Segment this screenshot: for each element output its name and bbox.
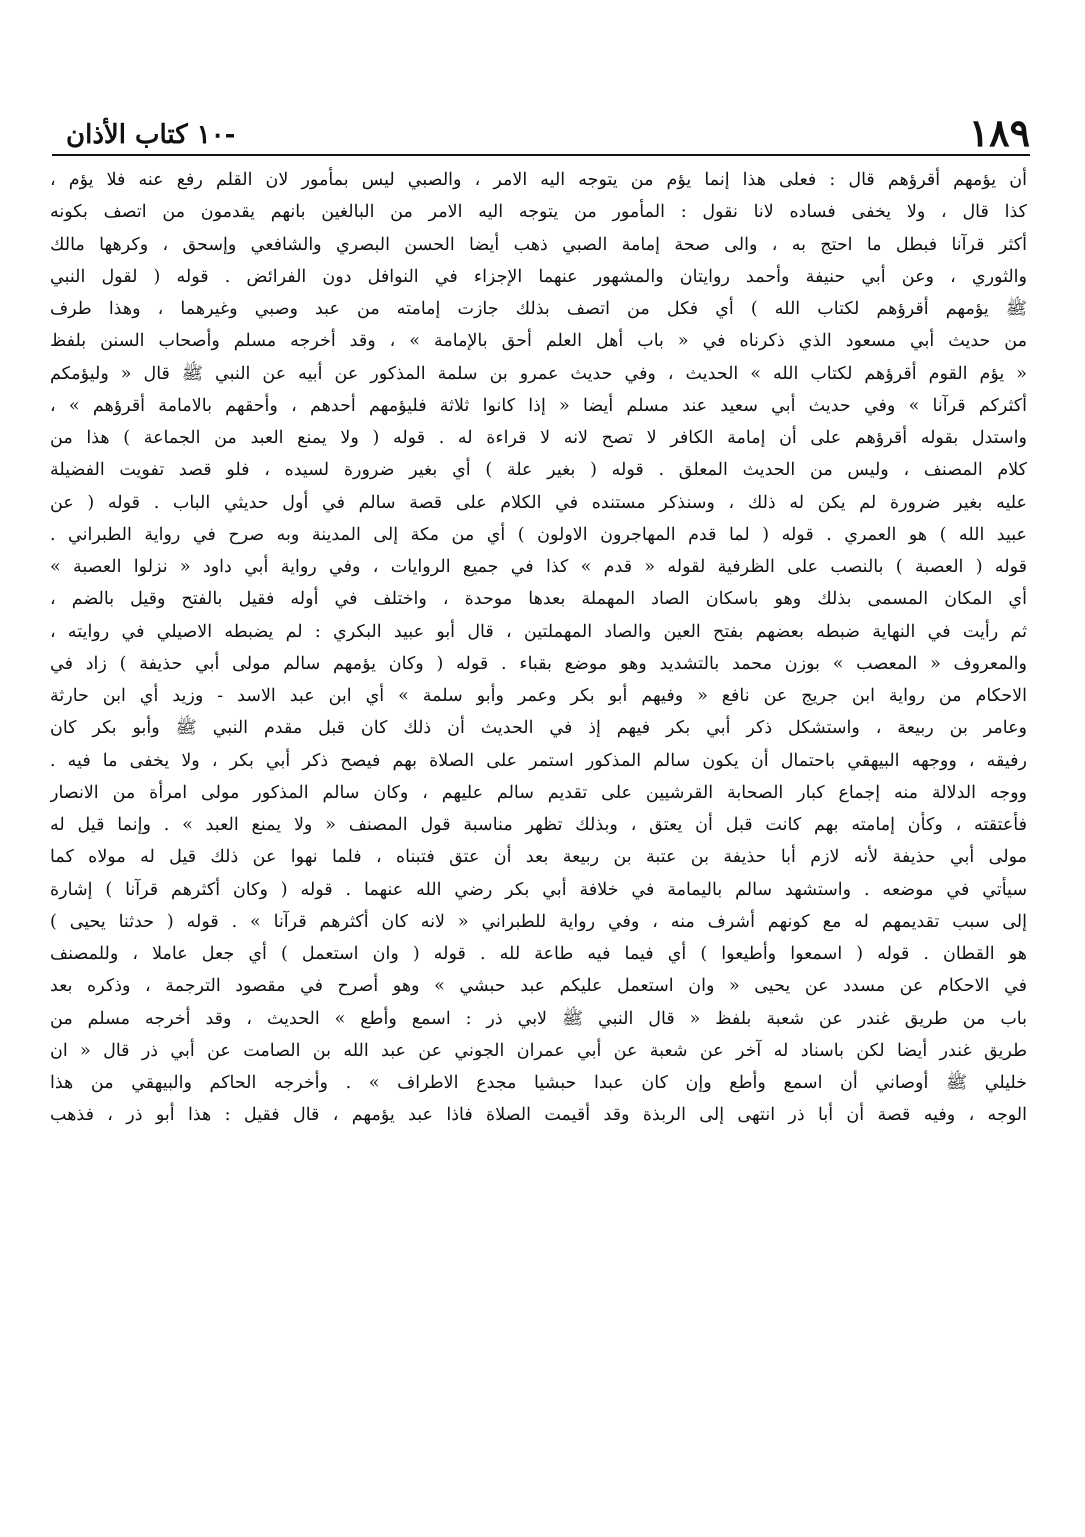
text-line: عبيد الله ) هو العمري . قوله ( لما قدم المهاجرون الاولون ) أي من مكة إلى المدينة وبه صرح في رواية الطبراني . bbox=[50, 524, 1027, 545]
text-line: الوجه ، وفيه قصة أن أبا ذر انتهى إلى الربذة وقد أقيمت الصلاة فاذا عبد يؤمهم ، قال فقيل : هذا أبو ذر ، فذهب bbox=[50, 1105, 1027, 1126]
header-divider bbox=[52, 154, 1030, 156]
text-line: قوله ( العصبة ) بالنصب على الظرفية لقوله « قدم » كذا في جميع الروايات ، وفي رواية أبي داود « نزلوا العصبة » bbox=[50, 557, 1027, 577]
text-line: كذا قال ، ولا يخفى فساده لانا نقول : المأمور من يتوجه اليه الامر من البالغين بانهم يقدمون من اتصف بكونه bbox=[50, 202, 1027, 223]
text-line: والمعروف « المعصب » بوزن محمد بالتشديد وهو موضع بقباء . قوله ( وكان يؤمهم سالم مولى أبي حذيفة ) زاد في bbox=[50, 653, 1027, 674]
text-line: كلام المصنف ، وليس من الحديث المعلق . قوله ( بغير علة ) أي بغير ضرورة لسيده ، فلو قصد تفويت الفضيلة bbox=[50, 460, 1027, 481]
text-line: واستدل بقوله أقرؤهم على أن إمامة الكافر لا تصح لانه لا قراءة له . قوله ( ولا يمنع العبد من الجماعة ) هذا من bbox=[50, 428, 1027, 448]
body-text bbox=[50, 164, 1027, 1132]
text-line: من حديث أبي مسعود الذي ذكرناه في « باب أهل العلم أحق بالإمامة » ، وقد أخرجه مسلم وأصحاب السنن بلفظ bbox=[50, 331, 1027, 352]
text-line: سيأتي في موضعه . واستشهد سالم باليمامة في خلافة أبي بكر رضي الله عنهما . قوله ( وكان أكثرهم قرآنا ) إشارة bbox=[50, 879, 1027, 900]
page-number: ١٨٩ bbox=[968, 110, 1030, 155]
chapter-title: -١٠ كتاب الأذان bbox=[66, 120, 236, 150]
text-line: الاحكام من رواية ابن جريج عن نافع « وفيهم أبو بكر وعمر وأبو سلمة » أي ابن عبد الاسد - وزيد أي ابن حارثة bbox=[50, 686, 1027, 706]
text-line: ﷺ يؤمهم أقرؤهم لكتاب الله ) أي فكل من اتصف بذلك جازت إمامته من عبد وصبي وغيرهما ، وهذا طرف bbox=[50, 299, 1027, 319]
text-line: ثم رأيت في النهاية ضبطه بعضهم بفتح العين والصاد المهملتين ، قال أبو عبيد البكري : لم يضبطه الاصيلي في روايته ، bbox=[50, 621, 1027, 642]
text-line: خليلي ﷺ أوصاني أن اسمع وأطع وإن كان عبدا حبشيا مجدع الاطراف » . وأخرجه الحاكم والبيهقي من هذا bbox=[50, 1073, 1027, 1093]
text-line: باب من طريق غندر عن شعبة بلفظ « قال النبي ﷺ لابي ذر : اسمع وأطع » الحديث ، وقد أخرجه مسلم من bbox=[50, 1008, 1027, 1029]
page-header bbox=[52, 104, 1030, 155]
text-line: أي المكان المسمى بذلك وهو باسكان الصاد المهملة بعدها موحدة ، واختلف في أوله فقيل بالفتح وقيل بالضم ، bbox=[50, 589, 1027, 610]
text-line: إلى سبب تقديمهم له مع كونهم أشرف منه ، وفي رواية للطبراني « لانه كان أكثرهم قرآنا » . قوله ( حدثنا يحيى ) bbox=[50, 911, 1027, 932]
text-line: وعامر بن ربيعة ، واستشكل ذكر أبي بكر فيهم إذ في الحديث أن ذلك كان قبل مقدم النبي ﷺ وأبو بكر كان bbox=[50, 718, 1027, 739]
text-line: أكثركم قرآنا » وفي حديث أبي سعيد عند مسلم أيضا « إذا كانوا ثلاثة فليؤمهم أحدهم ، وأحقهم بالامامة أقرؤهم » ، bbox=[50, 395, 1027, 416]
text-line: هو القطان . قوله ( اسمعوا وأطيعوا ) أي فيما فيه طاعة لله . قوله ( وان استعمل ) أي جعل عاملا ، وللمصنف bbox=[50, 944, 1027, 964]
text-line: في الاحكام عن مسدد عن يحيى « وان استعمل عليكم عبد حبشي » وهو أصرح في مقصود الترجمة ، وذكره بعد bbox=[50, 976, 1027, 997]
text-line: عليه بغير ضرورة لم يكن له ذلك ، وسنذكر مستنده في الكلام على قصة سالم في أول حديثي الباب . قوله ( عن bbox=[50, 492, 1027, 513]
text-line: والثوري ، وعن أبي حنيفة وأحمد روايتان والمشهور عنهما الإجزاء في النوافل دون الفرائض . قوله ( لقول النبي bbox=[50, 266, 1027, 287]
text-line: رفيقه ، ووجهه البيهقي باحتمال أن يكون سالم المذكور استمر على الصلاة بهم فيصح ذكر أبي بكر ، ولا يخفى ما فيه . bbox=[50, 750, 1027, 771]
text-line: « يؤم القوم أقرؤهم لكتاب الله » الحديث ، وفي حديث عمرو بن سلمة المذكور عن أبيه عن النبي ﷺ قال « وليؤمكم bbox=[50, 363, 1027, 384]
text-line: طريق غندر أيضا لكن باسناد له آخر عن شعبة عن أبي عمران الجوني عن عبد الله بن الصامت عن أبي ذر قال « ان bbox=[50, 1040, 1027, 1061]
text-line: أكثر قرآنا فبطل ما احتج به ، والى صحة إمامة الصبي ذهب أيضا الحسن البصري والشافعي وإسحق ، وكرهها مالك bbox=[50, 234, 1027, 255]
text-line: فأعتقته ، وكأن إمامته بهم كانت قبل أن يعتق ، وبذلك تظهر مناسبة قول المصنف « ولا يمنع العبد » . وإنما قيل له bbox=[50, 815, 1027, 835]
text-line: أن يؤمهم أقرؤهم قال : فعلى هذا إنما يؤم من يتوجه اليه الامر ، والصبي ليس بمأمور لان القلم رفع عنه فلا يؤم ، bbox=[50, 170, 1027, 190]
text-line: مولى أبي حذيفة لأنه لازم أبا حذيفة بن عتبة بن ربيعة بعد أن عتق فتبناه ، فلما نهوا عن ذلك قيل له مولاه كما bbox=[50, 847, 1027, 868]
text-line: ووجه الدلالة منه إجماع كبار الصحابة القرشيين على تقديم سالم عليهم ، وكان سالم المذكور مولى امرأة من الانصار bbox=[50, 782, 1027, 803]
